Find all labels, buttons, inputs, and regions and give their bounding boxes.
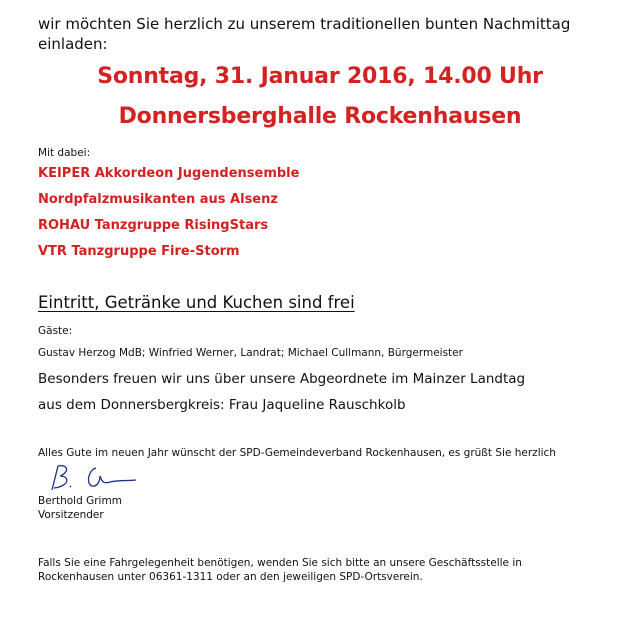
guests-list: Gustav Herzog MdB; Winfried Werner, Landrat; Michael Cullmann, Bürgermeister xyxy=(38,347,463,359)
special-guest-line-1: Besonders freuen wir uns über unsere Abgeordnete im Mainzer Landtag xyxy=(38,371,526,387)
performer-item: ROHAU Tanzgruppe RisingStars xyxy=(38,218,269,233)
footer-line-2: Rockenhausen unter 06361-1311 oder an den jeweiligen SPD-Ortsverein. xyxy=(38,571,423,583)
signature-stroke xyxy=(89,468,136,486)
intro-text: wir möchten Sie herzlich zu unserem traditionellen bunten Nachmittag einladen: xyxy=(38,15,571,53)
signatory-name: Berthold Grimm xyxy=(38,495,122,507)
special-guest-line-2: aus dem Donnersbergkreis: Frau Jaqueline Rauschkolb xyxy=(38,397,406,413)
free-admission-heading: Eintritt, Getränke und Kuchen sind frei xyxy=(38,293,355,312)
event-date-headline: Sonntag, 31. Januar 2016, 14.00 Uhr xyxy=(97,64,543,89)
signatory-title: Vorsitzender xyxy=(38,509,104,521)
performers-label: Mit dabei: xyxy=(38,147,91,159)
signature-stroke xyxy=(52,466,67,490)
event-venue-headline: Donnersberghalle Rockenhausen xyxy=(118,104,522,129)
performer-item: VTR Tanzgruppe Fire-Storm xyxy=(38,244,240,259)
footer-line-1: Falls Sie eine Fahrgelegenheit benötigen, wenden Sie sich bitte an unsere Geschäftsstelle in xyxy=(38,557,522,569)
signature-stroke xyxy=(70,486,71,487)
greeting-text: Alles Gute im neuen Jahr wünscht der SPD-Gemeindeverband Rockenhausen, es grüßt Sie herzlich xyxy=(38,447,556,459)
performer-item: Nordpfalzmusikanten aus Alsenz xyxy=(38,192,278,207)
performer-item: KEIPER Akkordeon Jugendensemble xyxy=(38,166,300,181)
guests-label: Gäste: xyxy=(38,325,73,337)
